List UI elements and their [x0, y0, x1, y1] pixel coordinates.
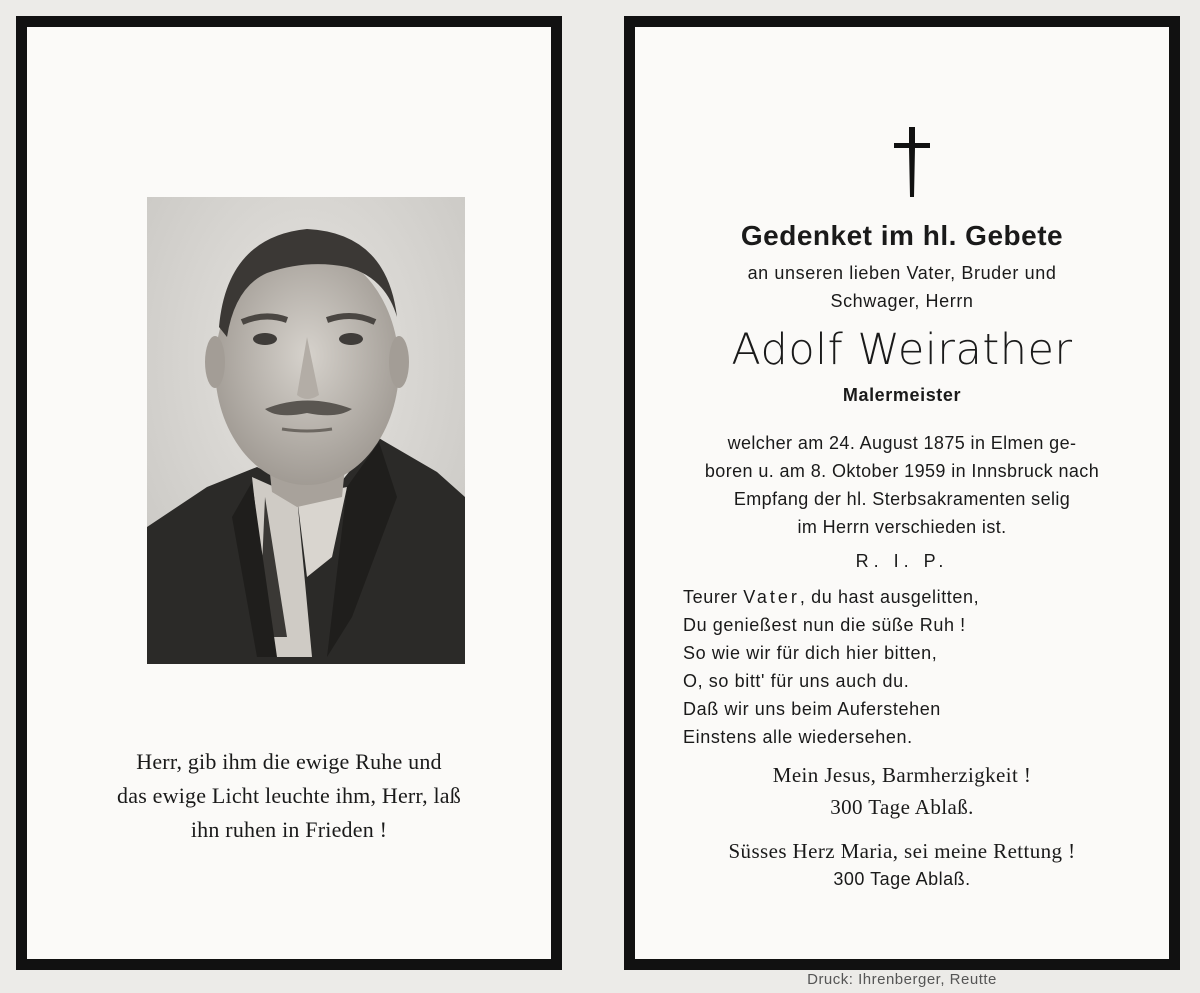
bio-line: welcher am 24. August 1875 in Elmen ge-: [727, 433, 1077, 453]
prayer-line: Herr, gib ihm die ewige Ruhe und: [136, 749, 442, 774]
poem-line: Du genießest nun die süße Ruh !: [683, 615, 966, 635]
poem-line: Einstens alle wiedersehen.: [683, 727, 913, 747]
prayer-two-text: Süsses Herz Maria, sei meine Rettung !: [728, 839, 1076, 863]
prayer-line: das ewige Licht leuchte ihm, Herr, laß: [117, 783, 461, 808]
prayer-line: ihn ruhen in Frieden !: [190, 817, 388, 842]
prayer-two-indulgence: 300 Tage Ablaß.: [833, 869, 971, 889]
poem-line-end: , du hast ausgelitten,: [799, 587, 980, 607]
biography-text: [635, 429, 1169, 541]
profession: Malermeister: [842, 385, 962, 405]
bio-line: boren u. am 8. Oktober 1959 in Innsbruck nach: [704, 461, 1100, 481]
printer-imprint: Druck: Ihrenberger, Reutte: [807, 971, 997, 988]
poem-line-start: Teurer: [683, 587, 744, 607]
intro-line: an unseren lieben Vater, Bruder und: [747, 263, 1057, 283]
bio-line: im Herrn verschieden ist.: [797, 517, 1007, 537]
portrait-photo: [147, 197, 465, 664]
prayer-one: [635, 759, 1169, 823]
heading: Gedenket im hl. Gebete: [740, 220, 1064, 251]
memorial-card-left: [16, 16, 562, 970]
poem-line: O, so bitt' für uns auch du.: [683, 671, 910, 691]
poem: [683, 583, 979, 751]
intro-text: [635, 259, 1169, 315]
prayer-one-text: Mein Jesus, Barmherzigkeit !: [772, 763, 1032, 787]
rip-text: R. I. P.: [855, 551, 949, 571]
intro-line: Schwager, Herrn: [830, 291, 974, 311]
bio-line: Empfang der hl. Sterbsakramenten selig: [733, 489, 1071, 509]
poem-line: So wie wir für dich hier bitten,: [683, 643, 938, 663]
portrait-image: [147, 197, 465, 664]
latin-cross-icon: [892, 127, 932, 197]
deceased-name: Adolf Weirather: [731, 325, 1073, 375]
prayer-two: [635, 835, 1169, 867]
memorial-card-right: [624, 16, 1180, 970]
prayer-one-indulgence: 300 Tage Ablaß.: [830, 795, 974, 819]
poem-line-spaced-word: Vater: [743, 587, 800, 607]
prayer-text-left: [47, 745, 531, 847]
poem-line: Daß wir uns beim Auferstehen: [683, 699, 941, 719]
poem-line: [683, 583, 979, 611]
